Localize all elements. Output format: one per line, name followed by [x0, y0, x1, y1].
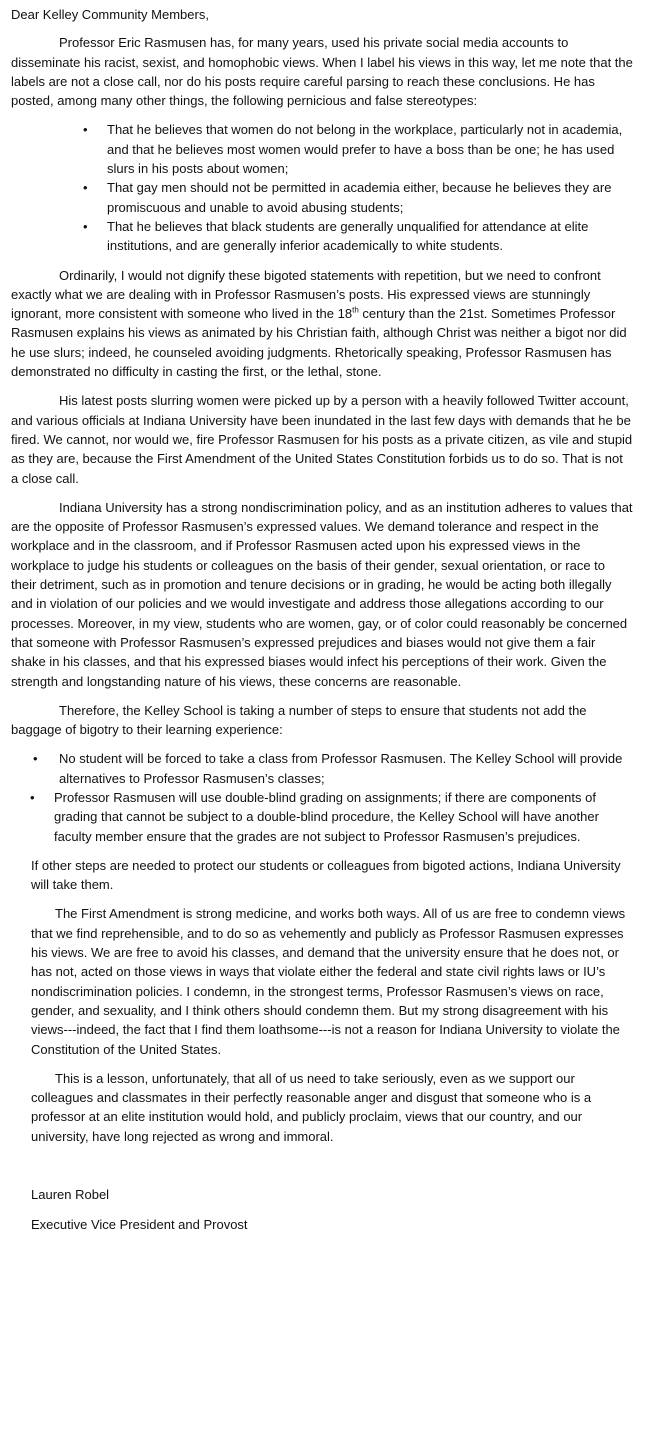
bullet-icon: • — [33, 751, 38, 767]
list-item-text: That he believes that women do not belong in the workplace, particularly not in academia, and that he believes most women would prefer to have a boss than be one; he has used slurs in his posts about women; — [107, 122, 623, 177]
bullet-icon: • — [83, 218, 88, 234]
bullet-icon: • — [83, 180, 88, 196]
list-item-text: Professor Rasmusen will use double-blind grading on assignments; if there are components of grading that cannot be subject to a double-blind procedure, the Kelley School will have another faculty member ensure that the grades are not subject to Professor Rasmusen’s prejudices. — [54, 789, 599, 844]
paragraph-lesson: This is a lesson, unfortunately, that all of us need to take seriously, even as we support our colleagues and classmates in their perfectly reasonable anger and disgust that someone who is a professor at an elite institution would hold, and publicly proclaim, views that our country, and our university, have long rejected as wrong and immoral. — [31, 1070, 592, 1144]
letter-document — [11, 5, 633, 1235]
paragraph-first-amendment: The First Amendment is strong medicine, and works both ways. All of us are free to condemn views that we find reprehensible, and to do so as vehemently and publicly as Professor Rasmusen expresses his views. We are free to avoid his classes, and demand that the university ensure that he does not, or has not, acted on those views in ways that violate either the federal and state civil rights laws or IU’s nondiscrimination policies. I condemn, in the strongest terms, Professor Rasmusen’s views on race, gender, and sexuality, and I think others should condemn them. But my strong disagreement with his views---indeed, the fact that I find them loathsome---is not a reason for Indiana University to violate the Constitution of the United States. — [31, 906, 626, 1057]
signature-title: Executive Vice President and Provost — [31, 1217, 248, 1233]
list-item — [11, 788, 633, 846]
list-item — [11, 178, 633, 217]
stereotype-list — [11, 120, 633, 255]
list-item-text: That gay men should not be permitted in academia either, because he believes they are promiscuous and unable to avoid abusing students; — [107, 180, 612, 215]
paragraph-latest-posts: His latest posts slurring women were picked up by a person with a heavily followed Twitter account, and various officials at Indiana University have been inundated in the last few days with demands that he be fired. We cannot, nor would we, fire Professor Rasmusen for his posts as a private citizen, as vile and stupid as they are, because the First Amendment of the United States Constitution forbids us to do so. That is not a close call. — [11, 393, 633, 486]
bullet-icon: • — [83, 122, 88, 138]
list-item — [11, 749, 633, 788]
steps-list — [11, 749, 633, 845]
list-item-text: That he believes that black students are generally unqualified for attendance at elite institutions, and are generally inferior academically to white students. — [107, 218, 589, 254]
paragraph-steps-intro: Therefore, the Kelley School is taking a number of steps to ensure that students not add the baggage of bigotry to their learning experience: — [11, 702, 587, 738]
paragraph-nondiscrimination: Indiana University has a strong nondiscrimination policy, and as an institution adheres to values that are the opposite of Professor Rasmusen’s expressed values. We demand tolerance and respect in the workplace and in the classroom, and if Professor Rasmusen acted upon his expressed views in the workplace to judge his students or colleagues on the basis of their gender, sexual orientation, or race to their detriment, such as in promotion and tenure decisions or in grading, he would be acting both illegally and in violation of our policies and we would investigate and address those allegations according to our processes. Moreover, in my view, students who are women, gay, or of color could reasonably be concerned that someone with Professor Rasmusen’s expressed prejudices and biases would not give them a fair shake in his classes, and that his expressed biases would infect his perceptions of their work. Given the strength and longstanding nature of his views, these concerns are reasonable. — [11, 499, 633, 689]
paragraph-intro: Professor Eric Rasmusen has, for many years, used his private social media accounts to disseminate his racist, sexist, and homophobic views. When I label his views in this way, let me note that the labels are not a close call, nor do his posts require careful parsing to reach these conclusions. He has posted, among many other things, the following pernicious and false stereotypes: — [11, 35, 633, 109]
paragraph-text: century than the 21st. Sometimes Professor Rasmusen explains his views as animated by his Christian faith, although Christ was neither a bigot nor did he use slurs; indeed, he counseled avoiding judgments. Rhetorically speaking, Professor Rasmusen has demonstrated no difficulty in casting the first, or the lethal, stone. — [11, 306, 627, 380]
letter-greeting: Dear Kelley Community Members, — [11, 7, 209, 22]
paragraph-text: Ordinarily, I would not dignify these bigoted statements with repetition, but we need to confront exactly what we are dealing with in Professor Rasmusen’s posts. His expressed views are stunningly ignorant, more consistent with someone who lived in the 18 — [11, 267, 601, 322]
list-item — [11, 120, 633, 178]
paragraph-ordinarily — [11, 266, 633, 382]
bullet-icon: • — [30, 789, 35, 805]
list-item-text: No student will be forced to take a class from Professor Rasmusen. The Kelley School will provide alternatives to Professor Rasmusen’s classes; — [59, 751, 623, 786]
superscript-ordinal: th — [352, 305, 359, 315]
paragraph-other-steps: If other steps are needed to protect our students or colleagues from bigoted actions, Indiana University will take them. — [31, 857, 621, 893]
signature-name: Lauren Robel — [31, 1187, 110, 1203]
list-item — [11, 217, 633, 256]
